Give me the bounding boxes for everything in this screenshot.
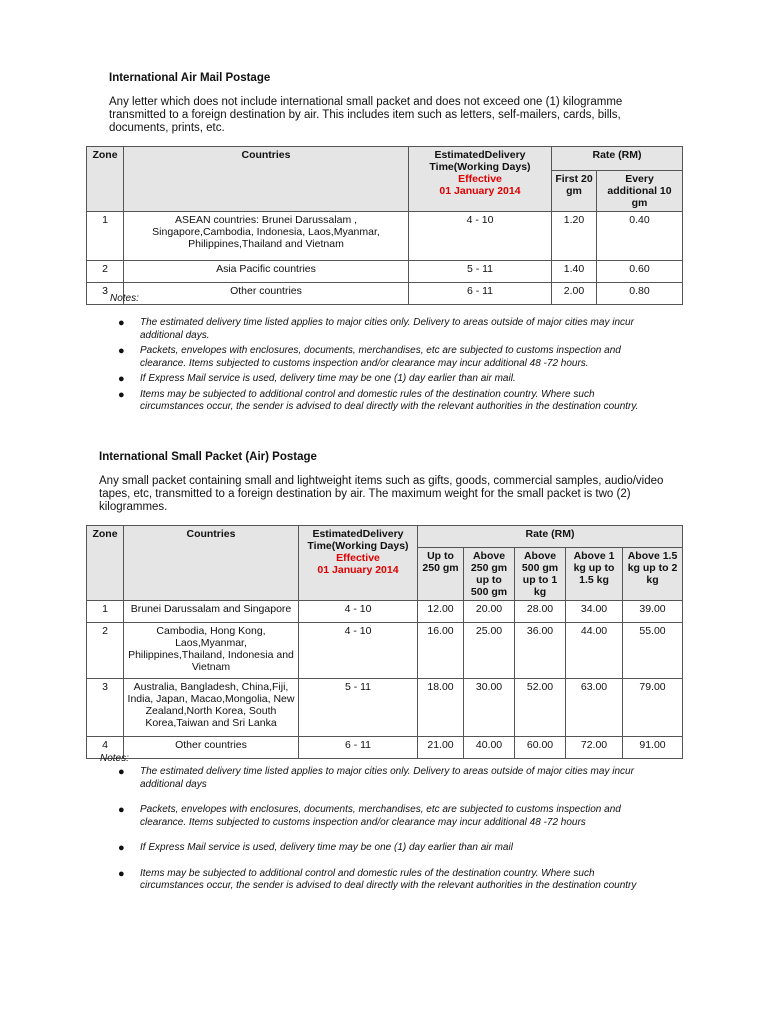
header-effective-date: 01 January 2014	[439, 185, 521, 197]
list-item	[118, 842, 658, 855]
days-cell: 5 - 11	[409, 261, 552, 283]
rate-cell: 21.00	[418, 737, 464, 759]
rate-cell: 1.40	[552, 261, 597, 283]
header-delivery-label: EstimatedDelivery Time(Working Days)	[307, 528, 409, 552]
list-item	[118, 766, 658, 791]
countries-cell: Other countries	[124, 283, 409, 305]
rate-cell: 12.00	[418, 601, 464, 623]
rate-cell: 18.00	[418, 679, 464, 737]
rate-cell: 60.00	[515, 737, 566, 759]
rate-cell: 44.00	[566, 623, 623, 679]
rate-cell: 2.00	[552, 283, 597, 305]
countries-cell: Other countries	[124, 737, 299, 759]
table-row	[87, 623, 683, 679]
rate-cell: 55.00	[623, 623, 683, 679]
rate-cell: 40.00	[464, 737, 515, 759]
rate-cell: 30.00	[464, 679, 515, 737]
bullet-icon: ●	[118, 317, 125, 329]
bullet-icon: ●	[118, 766, 125, 778]
table-row	[87, 283, 683, 305]
section2-paragraph: Any small packet containing small and lightweight items such as gifts, goods, commercial samples, audio/video tapes, etc, transmitted to a foreign destination by air. The maximum weight for the small packet is two (2) kilogrammes.	[99, 475, 664, 513]
note-text: Items may be subjected to additional control and domestic rules of the destination country. Where such circumstances occur, the sender is advised to deal directly with the relevant authorities in the destination country.	[140, 388, 639, 412]
header-delivery	[299, 526, 418, 601]
bullet-icon: ●	[118, 345, 125, 357]
rate-cell: 39.00	[623, 601, 683, 623]
days-cell: 4 - 10	[299, 623, 418, 679]
header-delivery-label: EstimatedDelivery Time(Working Days)	[429, 149, 531, 173]
rate-cell: 25.00	[464, 623, 515, 679]
days-cell: 5 - 11	[299, 679, 418, 737]
bullet-icon: ●	[118, 804, 125, 816]
rate-cell: 0.60	[597, 261, 683, 283]
days-cell: 6 - 11	[409, 283, 552, 305]
list-item	[118, 373, 658, 386]
rate-cell: 79.00	[623, 679, 683, 737]
note-text: Items may be subjected to additional control and domestic rules of the destination country. Where such circumstances occur, the sender is advised to deal directly with the relevant authorities in the destination country	[140, 867, 637, 891]
header-delivery	[409, 147, 552, 212]
rate-cell: 1.20	[552, 212, 597, 261]
days-cell: 4 - 10	[409, 212, 552, 261]
bullet-icon: ●	[118, 867, 125, 880]
countries-cell: Asia Pacific countries	[124, 261, 409, 283]
rate-cell: 63.00	[566, 679, 623, 737]
bullet-icon: ●	[118, 388, 125, 401]
list-item	[118, 345, 658, 370]
list-item	[118, 389, 658, 414]
zone-cell: 2	[87, 623, 124, 679]
section1-title: International Air Mail Postage	[109, 72, 271, 84]
days-cell: 6 - 11	[299, 737, 418, 759]
table-row	[87, 212, 683, 261]
header-500gm-1kg: Above 500 gm up to 1 kg	[515, 548, 566, 601]
header-effective: Effective	[458, 173, 502, 185]
rate-cell: 16.00	[418, 623, 464, 679]
section1-notes-list	[118, 317, 658, 414]
header-up-to-250gm: Up to 250 gm	[418, 548, 464, 601]
countries-cell: Brunei Darussalam and Singapore	[124, 601, 299, 623]
rate-cell: 0.40	[597, 212, 683, 261]
header-1-1.5kg: Above 1 kg up to 1.5 kg	[566, 548, 623, 601]
note-text: The estimated delivery time listed applies to major cities only. Delivery to areas outside of major cities may incur additional days.	[140, 317, 634, 341]
section1-paragraph: Any letter which does not include international small packet and does not exceed one (1) kilogramme transmitted to a foreign destination by air. This includes item such as letters, self-mailers, cards, bills, documents, prints, etc.	[109, 96, 623, 134]
list-item	[118, 868, 658, 893]
countries-cell: Cambodia, Hong Kong, Laos,Myanmar, Philippines,Thailand, Indonesia and Vietnam	[124, 623, 299, 679]
rate-cell: 36.00	[515, 623, 566, 679]
section2-notes-label: Notes:	[100, 753, 129, 764]
zone-cell: 4	[87, 737, 124, 759]
section1-notes-label: Notes:	[110, 293, 139, 304]
countries-cell: ASEAN countries: Brunei Darussalam , Singapore,Cambodia, Indonesia, Laos,Myanmar, Philippines,Thailand and Vietnam	[124, 212, 409, 261]
header-1.5-2kg: Above 1.5 kg up to 2 kg	[623, 548, 683, 601]
list-item	[118, 317, 658, 342]
rate-cell: 52.00	[515, 679, 566, 737]
table-row	[87, 679, 683, 737]
zone-cell: 3	[87, 283, 124, 305]
header-250-500gm: Above 250 gm up to 500 gm	[464, 548, 515, 601]
table-row	[87, 261, 683, 283]
header-countries: Countries	[124, 147, 409, 212]
table-row	[87, 601, 683, 623]
header-zone: Zone	[87, 526, 124, 601]
section2-title: International Small Packet (Air) Postage	[99, 451, 317, 463]
air-mail-rates-table	[86, 146, 683, 305]
rate-cell: 34.00	[566, 601, 623, 623]
countries-cell: Australia, Bangladesh, China,Fiji, India, Japan, Macao,Mongolia, New Zealand,North Korea, South Korea,Taiwan and Sri Lanka	[124, 679, 299, 737]
bullet-icon: ●	[118, 373, 125, 385]
bullet-icon: ●	[118, 842, 125, 854]
note-text: If Express Mail service is used, delivery time may be one (1) day earlier than air mail	[140, 842, 513, 853]
note-text: Packets, envelopes with enclosures, documents, merchandises, etc are subjected to customs inspection and clearance. Items subjected to customs inspection and/or clearance may incur additional 48 -72 hours.	[140, 345, 621, 369]
rate-cell: 20.00	[464, 601, 515, 623]
header-effective: Effective	[336, 552, 380, 564]
note-text: If Express Mail service is used, delivery time may be one (1) day earlier than air mail.	[140, 373, 516, 384]
table-row	[87, 737, 683, 759]
header-effective-date: 01 January 2014	[317, 564, 399, 576]
zone-cell: 2	[87, 261, 124, 283]
zone-cell: 1	[87, 212, 124, 261]
zone-cell: 3	[87, 679, 124, 737]
rate-cell: 0.80	[597, 283, 683, 305]
header-zone: Zone	[87, 147, 124, 212]
rate-cell: 91.00	[623, 737, 683, 759]
zone-cell: 1	[87, 601, 124, 623]
small-packet-rates-table	[86, 525, 683, 759]
note-text: The estimated delivery time listed applies to major cities only. Delivery to areas outside of major cities may incur additional days	[140, 766, 634, 790]
header-rate: Rate (RM)	[418, 526, 683, 548]
rate-cell: 28.00	[515, 601, 566, 623]
note-text: Packets, envelopes with enclosures, documents, merchandises, etc are subjected to customs inspection and clearance. Items subjected to customs inspection and/or clearance may incur additional 48 -72 hours	[140, 804, 621, 828]
header-countries: Countries	[124, 526, 299, 601]
section2-notes-list	[118, 766, 658, 893]
header-additional-10gm: Every additional 10 gm	[597, 171, 683, 212]
header-rate: Rate (RM)	[552, 147, 683, 171]
days-cell: 4 - 10	[299, 601, 418, 623]
header-first-20gm: First 20 gm	[552, 171, 597, 212]
rate-cell: 72.00	[566, 737, 623, 759]
list-item	[118, 804, 658, 829]
